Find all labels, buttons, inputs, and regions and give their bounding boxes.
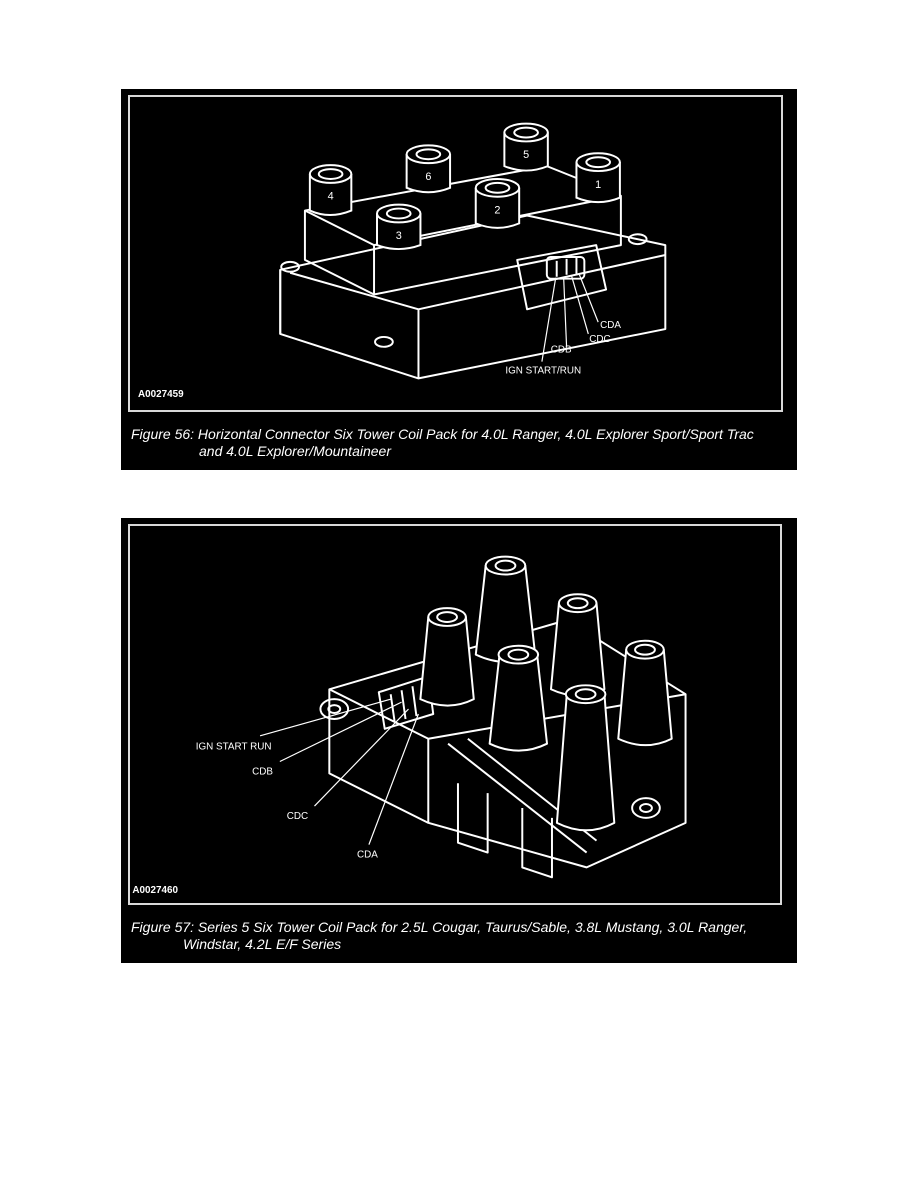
tower-label-2: 2 (494, 204, 501, 217)
caption-line-2: and 4.0L Explorer/Mountaineer (199, 443, 391, 459)
image-id: A0027459 (138, 389, 184, 401)
tower-3 (377, 205, 420, 249)
tower-5 (504, 124, 547, 171)
figure-57-panel (121, 518, 797, 963)
figure-56-drawing (128, 95, 783, 412)
tower-label-4: 4 (327, 190, 334, 203)
tower-2 (476, 179, 519, 228)
caption-line-1: Figure 56: Horizontal Connector Six Tower Coil Pack for 4.0L Ranger, 4.0L Explorer Sport/Sport Trac (131, 426, 754, 442)
tower-label-1: 1 (595, 178, 602, 191)
tower-e (490, 646, 547, 751)
caption-line-2: Windstar, 4.2L E/F Series (183, 936, 342, 952)
figure-57-caption (131, 919, 793, 953)
tower-6 (407, 145, 450, 192)
tower-label-6: 6 (425, 170, 432, 183)
caption-line-1: Figure 57: Series 5 Six Tower Coil Pack for 2.5L Cougar, Taurus/Sable, 3.8L Mustang, 3.0L Ranger, (131, 919, 748, 935)
tower-f (557, 685, 614, 830)
figure-57-drawing (128, 524, 782, 905)
tower-label-3: 3 (395, 230, 402, 243)
coil-pack-series5-diagram (130, 526, 780, 903)
tower-c (551, 594, 604, 695)
label-cdb: CDB (252, 766, 274, 778)
tower-label-5: 5 (523, 149, 530, 162)
label-cda: CDA (600, 320, 621, 332)
tower-d (618, 641, 671, 745)
tower-1 (576, 153, 619, 202)
label-ign-start-run: IGN START/RUN (505, 365, 582, 377)
label-cdc: CDC (589, 333, 611, 345)
coil-pack-horizontal-diagram (130, 97, 781, 410)
label-cdc: CDC (286, 810, 309, 822)
figure-56-panel (121, 89, 797, 470)
image-id: A0027460 (132, 885, 179, 897)
label-cda: CDA (357, 849, 378, 861)
label-ign-start-run: IGN START RUN (195, 741, 272, 753)
tower-b (420, 608, 473, 705)
label-cdb: CDB (550, 344, 572, 356)
figure-56-caption (131, 426, 793, 460)
